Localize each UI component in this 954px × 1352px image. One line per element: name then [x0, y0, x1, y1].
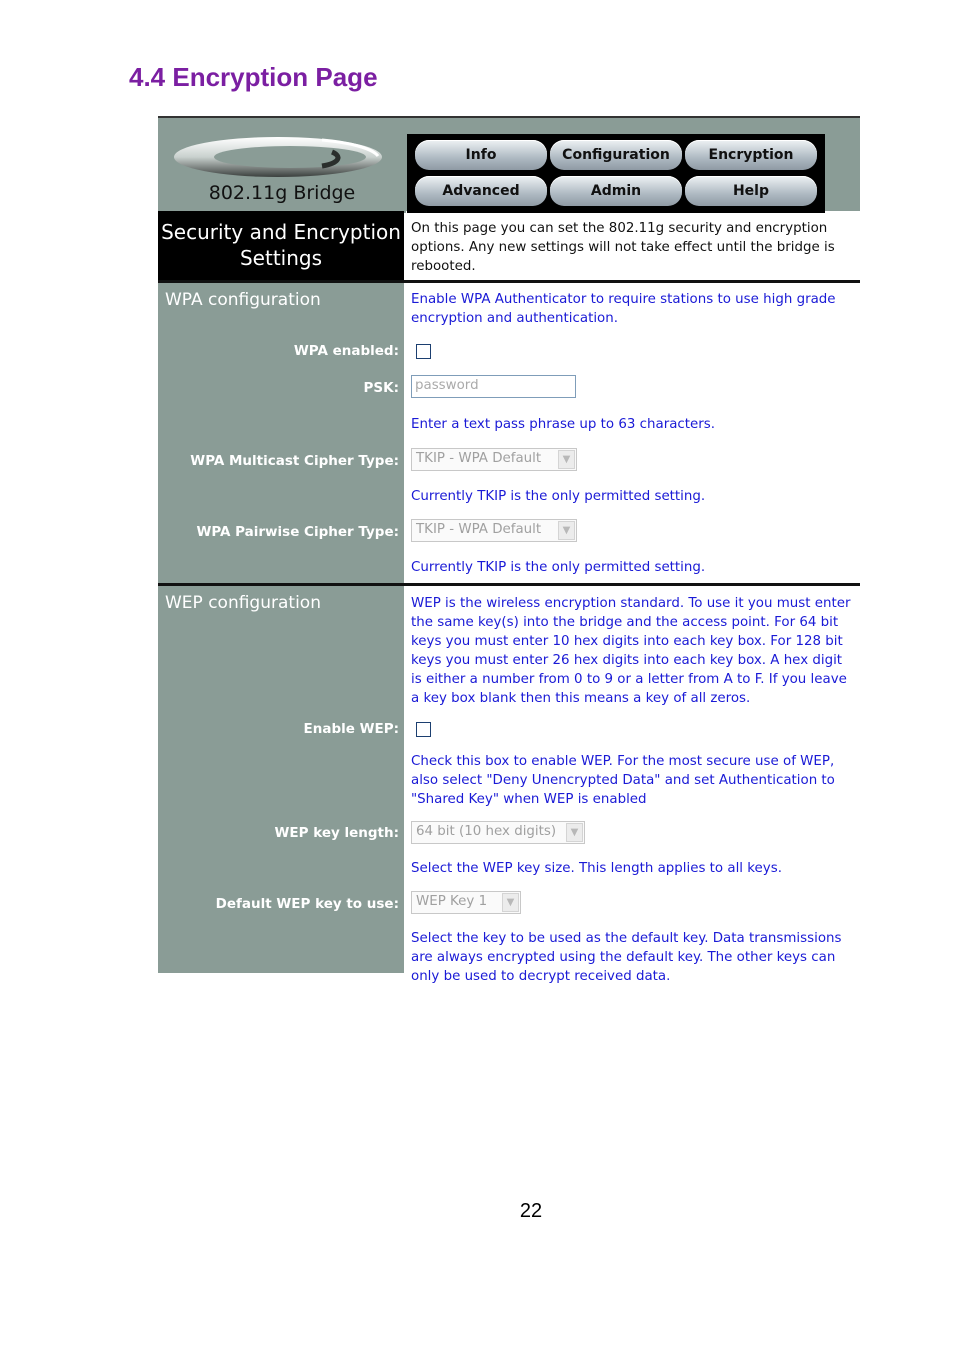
nav-admin-button[interactable]: Admin [550, 176, 682, 206]
enable-wep-help: Check this box to enable WEP. For the most secure use of WEP, also select "Deny Unencrypted Data" and set Authentication to "Shared Key" when WEP is enabled [411, 754, 835, 807]
chevron-down-icon: ▼ [502, 893, 519, 912]
wep-key-length-select[interactable] [411, 821, 585, 844]
default-wep-key-select[interactable] [411, 891, 521, 914]
default-wep-key-value: WEP Key 1 [416, 894, 488, 909]
document-heading: 4.4 Encryption Page [129, 62, 378, 92]
swoosh-logo-icon [172, 130, 394, 182]
wpa-description: Enable WPA Authenticator to require stations to use high grade encryption and authentication. [411, 292, 836, 326]
nav-advanced-button[interactable]: Advanced [415, 176, 547, 206]
enable-wep-checkbox[interactable] [416, 722, 431, 737]
chevron-down-icon: ▼ [558, 521, 575, 540]
wpa-multicast-label: WPA Multicast Cipher Type: [190, 453, 399, 469]
page-title-line1: Security and Encryption [161, 220, 401, 244]
logo [158, 118, 406, 213]
wep-key-length-value: 64 bit (10 hex digits) [416, 824, 557, 839]
wep-label-column [158, 586, 404, 973]
wpa-pairwise-label: WPA Pairwise Cipher Type: [196, 524, 399, 540]
nav-info-button[interactable]: Info [415, 140, 547, 170]
router-screenshot [158, 116, 860, 984]
nav-configuration-button[interactable]: Configuration [550, 140, 682, 170]
wpa-pairwise-select[interactable] [411, 519, 577, 542]
wpa-section-title: WPA configuration [165, 290, 321, 310]
header-bar [158, 116, 860, 211]
psk-input[interactable]: password [411, 375, 576, 398]
wep-key-length-help: Select the WEP key size. This length applies to all keys. [411, 861, 782, 876]
wpa-pairwise-help: Currently TKIP is the only permitted setting. [411, 560, 706, 575]
wpa-pairwise-value: TKIP - WPA Default [416, 522, 542, 537]
wpa-multicast-help: Currently TKIP is the only permitted setting. [411, 489, 706, 504]
default-wep-key-help: Select the key to be used as the default key. Data transmissions are always encrypted using the default key. The other keys can only be used to decrypt received data. [411, 931, 842, 984]
nav-help-button[interactable]: Help [685, 176, 817, 206]
nav-encryption-button[interactable]: Encryption [685, 140, 817, 170]
intro-text: On this page you can set the 802.11g security and encryption options. Any new settings will not take effect until the bridge is rebooted. [411, 221, 835, 274]
wpa-multicast-value: TKIP - WPA Default [416, 451, 542, 466]
chevron-down-icon: ▼ [558, 450, 575, 469]
page-number: 22 [519, 1200, 543, 1222]
logo-text: 802.11g Bridge [208, 182, 356, 204]
wpa-enabled-label: WPA enabled: [293, 343, 399, 359]
wpa-multicast-select[interactable] [411, 448, 577, 471]
wep-section-title: WEP configuration [165, 593, 321, 613]
chevron-down-icon: ▼ [566, 823, 583, 842]
nav-bar [407, 134, 825, 213]
default-wep-key-label: Default WEP key to use: [215, 896, 399, 912]
enable-wep-label: Enable WEP: [303, 721, 399, 737]
page-title-line2: Settings [239, 246, 323, 270]
psk-label: PSK: [363, 380, 399, 396]
wep-key-length-label: WEP key length: [274, 825, 399, 841]
page-title [158, 211, 404, 281]
wpa-enabled-checkbox[interactable] [416, 344, 431, 359]
wep-description: WEP is the wireless encryption standard. To use it you must enter the same key(s) into the bridge and the access point. For 64 bit keys you must enter 10 hex digits into each key box. For 128 bit keys you must enter 26 hex digits into each key box. A hex digit is either a number from 0 to 9 or a letter from A to F. If you leave a key box blank then this means a key of all zeros. [411, 596, 851, 706]
psk-help: Enter a text pass phrase up to 63 characters. [411, 417, 716, 432]
